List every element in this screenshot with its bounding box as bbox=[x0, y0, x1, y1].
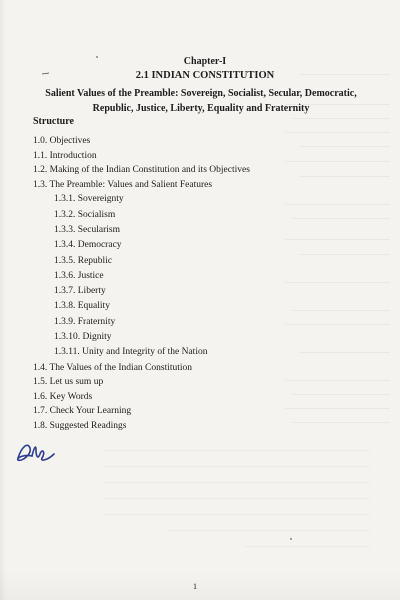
toc-subitem: 1.3.5. Republic bbox=[54, 255, 113, 266]
toc-subitem: 1.3.3. Secularism bbox=[54, 224, 120, 235]
toc-item: 1.0. Objectives bbox=[33, 136, 91, 146]
toc-subitem: 1.3.1. Sovereignty bbox=[54, 194, 124, 205]
toc-subitem: 1.3.4. Democracy bbox=[54, 240, 122, 251]
toc-item: 1.4. The Values of the Indian Constitution bbox=[33, 362, 193, 373]
toc-subitem: 1.3.6. Justice bbox=[54, 270, 104, 281]
toc-item: 1.7. Check Your Learning bbox=[33, 406, 132, 417]
toc-subitem: 1.3.2. Socialism bbox=[54, 209, 116, 220]
structure-heading: Structure bbox=[33, 116, 74, 127]
toc-subitem: 1.3.9. Fraternity bbox=[54, 316, 116, 327]
table-of-contents bbox=[33, 134, 250, 434]
page-number: 1 bbox=[193, 582, 197, 591]
toc-subitem: 1.3.10. Dignity bbox=[54, 332, 112, 343]
section-title: 2.1 INDIAN CONSTITUTION bbox=[135, 70, 275, 81]
section-subtitle: Salient Values of the Preamble: Sovereign, Socialist, Secular, Democratic, Republic, Justice, Liberty, Equality and Fraternity bbox=[45, 88, 357, 114]
toc-item: 1.1. Introduction bbox=[33, 150, 97, 161]
speck bbox=[290, 538, 292, 540]
chapter-heading: Chapter-I bbox=[183, 56, 227, 67]
toc-item: 1.3. The Preamble: Values and Salient Features bbox=[33, 179, 213, 190]
toc-item: 1.8. Suggested Readings bbox=[33, 421, 127, 432]
document-page: ————————————— ——————————————— —————————————— ——————————————— ————————————— ——————————————— ————————————— ——————————————— —————————————— ——————————————— ————————————— ——————————————— —————————————— ——————————————— ————————————— ——————————————— —————————————— ——————————————— —————————————— —————————————————————————————————————— —————————————————————————————————————— —————————————————————————————————————— —————————————————————————————————————— —————————————————————————————————————— ————————————————————————————— —————————————————— Chapter-I 2.1 INDIAN CONSTITUTION Salient Values of the Preamble: Sovereign, Socialist, Secular, Democratic, Republic, Justice, Liberty, Equality and Fraternity Structure 1.0. Objectives 1.1. Introduction 1.2. Making of the Indian Constitution and its Objectives 1.3. The Preamble: Values and Salient Features 1.3.1. Sovereignty 1.3.2. Socialism 1.3.3. Secularism 1.3.4. Democracy 1.3.5. Republic 1.3.6. Justice 1.3.7. Liberty 1.3.8. Equality 1.3.9. Fraternity 1.3.10. Dignity 1.3.11. Unity and Integrity of the Nation 1.4. The Values of the Indian Constitution 1.5. Let us sum up 1.6. Key Words 1.7. Check Your Learning 1.8. Suggested Readings 1 bbox=[0, 0, 400, 600]
toc-item: 1.2. Making of the Indian Constitution and its Objectives bbox=[33, 165, 250, 176]
toc-subitem: 1.3.11. Unity and Integrity of the Nation bbox=[54, 347, 208, 358]
toc-subitem: 1.3.8. Equality bbox=[54, 301, 110, 312]
toc-item: 1.6. Key Words bbox=[33, 391, 93, 402]
toc-item: 1.5. Let us sum up bbox=[33, 377, 104, 388]
signature-icon bbox=[12, 436, 60, 468]
toc-subitem: 1.3.7. Liberty bbox=[54, 286, 106, 297]
